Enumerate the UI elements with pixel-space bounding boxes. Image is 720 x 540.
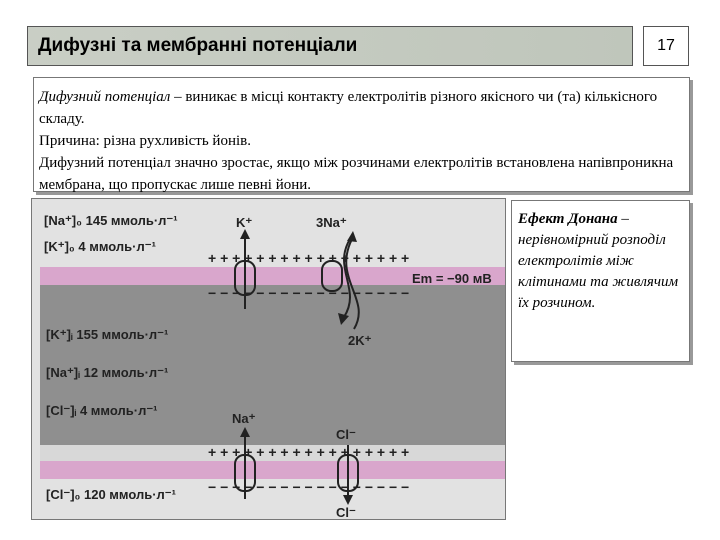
donan-term: Ефект Донана bbox=[518, 211, 618, 227]
inner-cl-label: [Cl⁻]ᵢ 4 ммоль·л⁻¹ bbox=[46, 403, 158, 418]
definition-text: – виникає в місці контакту електролітів різного якісного чи (та) кількісного складу. bbox=[39, 89, 658, 127]
definition-paragraph bbox=[39, 86, 684, 130]
definition-box bbox=[33, 77, 690, 192]
definition-note: Дифузний потенціал значно зростає, якщо між розчинами електролітів встановлена напівпроникна мембрана, що пропускає лише певні йони. bbox=[39, 155, 674, 193]
two-k-label: 2K⁺ bbox=[348, 333, 372, 348]
inner-k-label: [K⁺]ᵢ 155 ммоль·л⁻¹ bbox=[46, 327, 169, 342]
na-ion-label: Na⁺ bbox=[232, 411, 256, 426]
k-ion-label: K⁺ bbox=[236, 215, 253, 230]
svg-text:+ + + + + + + + + + + + + + +: + + + + + + + + + + + + + + + + + bbox=[208, 250, 410, 266]
membrane-potential-label: Em = −90 мВ bbox=[412, 271, 492, 286]
title-bar bbox=[27, 26, 633, 66]
membrane-diagram bbox=[32, 199, 505, 519]
cl-ion-bottom-label: Cl⁻ bbox=[336, 505, 356, 519]
outer-cl-label: [Cl⁻]₀ 120 ммоль·л⁻¹ bbox=[46, 487, 176, 502]
slide-number-text: 17 bbox=[657, 37, 675, 54]
lower-membrane bbox=[40, 461, 505, 479]
cl-ion-top-label: Cl⁻ bbox=[336, 427, 356, 442]
donan-text: – нерівномірний розподіл електролітів між клітинами та живлячим їх розчином. bbox=[518, 211, 679, 311]
svg-text:− − − − − − − − − − − − − − −: − − − − − − − − − − − − − − − − − bbox=[208, 285, 410, 301]
lower-minus-row bbox=[208, 479, 409, 495]
outer-k-label: [K⁺]₀ 4 ммоль·л⁻¹ bbox=[44, 239, 156, 254]
slide-number bbox=[643, 26, 689, 66]
definition-term: Дифузний потенціал bbox=[39, 89, 171, 105]
svg-text:+ + + + + + + + + + + + + + +: + + + + + + + + + + + + + + + + + bbox=[208, 444, 410, 460]
definition-cause: Причина: різна рухливість йонів. bbox=[39, 133, 251, 149]
three-na-label: 3Na⁺ bbox=[316, 215, 347, 230]
donan-effect-box bbox=[511, 200, 690, 362]
svg-text:− − − − − − − − − − − − − − −: − − − − − − − − − − − − − − − − − bbox=[208, 479, 410, 495]
slide-title: Дифузні та мембранні потенціали bbox=[38, 35, 358, 56]
outer-na-label: [Na⁺]₀ 145 ммоль·л⁻¹ bbox=[44, 213, 178, 228]
membrane-figure bbox=[31, 198, 506, 520]
inner-na-label: [Na⁺]ᵢ 12 ммоль·л⁻¹ bbox=[46, 365, 169, 380]
